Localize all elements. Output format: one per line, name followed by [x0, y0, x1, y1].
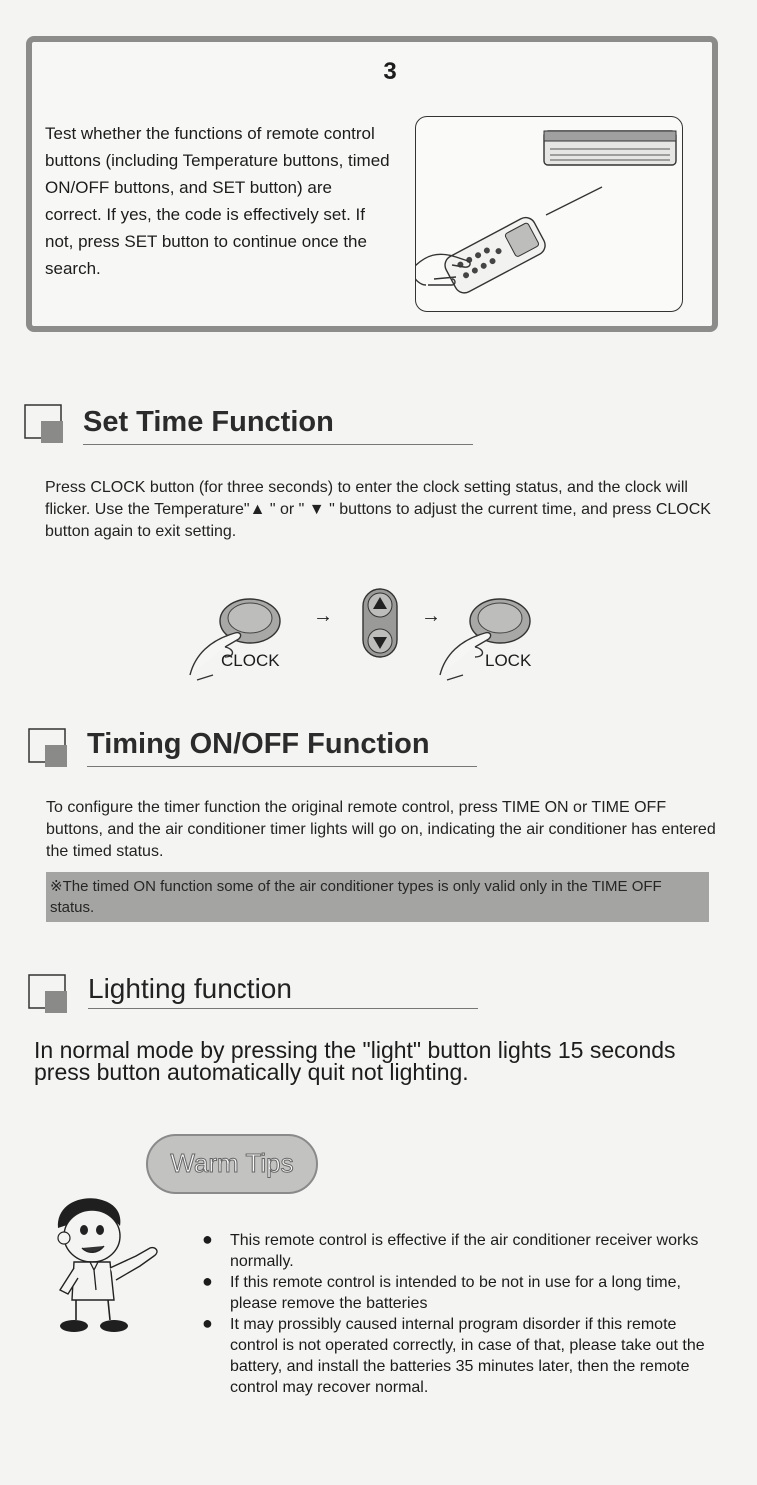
- step-instructions: Test whether the functions of remote control buttons (including Temperature buttons, timed ON/OFF buttons, and SET button) are correct. If yes, the code is effectively set. If not, press SET button to continue once the search.: [45, 124, 390, 278]
- bullet-icon: ●: [202, 1271, 213, 1291]
- timing-note: ※The timed ON function some of the air conditioner types is only valid only in the TIME OFF status.: [46, 872, 709, 922]
- set-time-instructions: Press CLOCK button (for three seconds) to enter the clock setting status, and the clock will flicker. Use the Temperature"▲ " or " ▼ " buttons to adjust the current time, and press CLOCK button again to exit setting.: [45, 479, 711, 540]
- temperature-buttons-icon: [355, 585, 405, 665]
- warm-tips-badge: Warm Tips: [146, 1134, 318, 1194]
- heading-rule: [83, 444, 473, 445]
- bullet-icon: ●: [202, 1313, 213, 1333]
- tip-text: It may prossibly caused internal program disorder if this remote control is not operated correctly, in case of that, please take out the battery, and install the batteries 35 minutes later, then the remote control may recover normal.: [230, 1316, 705, 1396]
- tip-item: [200, 1230, 710, 1272]
- clock-setting-sequence: [185, 585, 545, 685]
- remote-aircon-drawing: [416, 117, 681, 310]
- tip-text: If this remote control is intended to be not in use for a long time, please remove the batteries: [230, 1274, 681, 1312]
- tip-item: [200, 1272, 710, 1314]
- section-marker-icon: [24, 404, 64, 444]
- air-conditioner-icon: [544, 131, 676, 165]
- lighting-heading: Lighting function: [88, 973, 292, 1004]
- clock-label: CLOCK: [221, 651, 280, 670]
- lighting-instructions: In normal mode by pressing the "light" button lights 15 seconds press button automatically quit not lighting.: [34, 1037, 676, 1085]
- warm-tips-list: [200, 1230, 710, 1398]
- section-marker-icon-3: [28, 974, 68, 1014]
- cartoon-boy-icon: [40, 1190, 170, 1340]
- heading-rule-2: [87, 766, 477, 767]
- section-marker-icon-2: [28, 728, 68, 768]
- arrow-right-icon: →: [313, 605, 333, 627]
- tip-text: This remote control is effective if the air conditioner receiver works normally.: [230, 1232, 699, 1270]
- bullet-icon: ●: [202, 1229, 213, 1249]
- remote-test-illustration: [415, 116, 683, 312]
- heading-rule-3: [88, 1008, 478, 1009]
- timing-instructions: To configure the timer function the original remote control, press TIME ON or TIME OFF buttons, and the air conditioner timer lights will go on, indicating the air conditioner has entered the timed status.: [46, 799, 716, 860]
- arrow-right-icon-2: →: [421, 605, 441, 627]
- clock-label-2: LOCK: [485, 651, 532, 670]
- timing-heading: Timing ON/OFF Function: [87, 728, 430, 760]
- set-time-heading: Set Time Function: [83, 406, 334, 438]
- tip-item: [200, 1314, 710, 1398]
- remote-control-icon: [442, 214, 549, 296]
- step-number: 3: [383, 58, 397, 85]
